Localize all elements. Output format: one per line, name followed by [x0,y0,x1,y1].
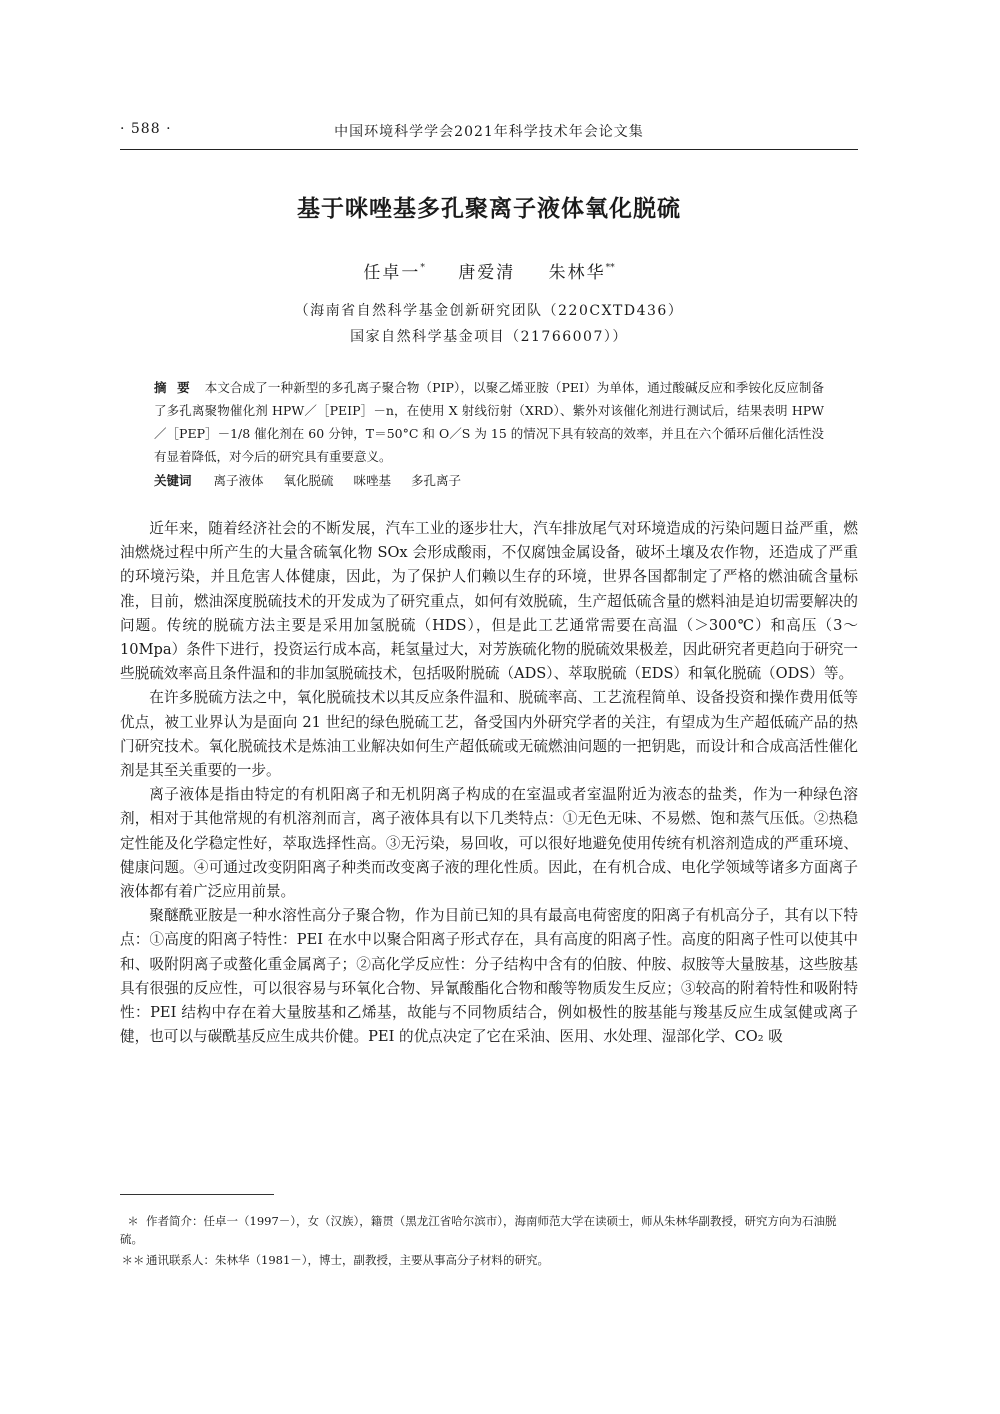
running-header [120,121,858,143]
keywords-label: 关键词 [154,473,192,488]
abstract-label: 摘 要 [154,380,193,395]
funding-line: （海南省自然科学基金创新研究团队（220CXTD436） [294,303,684,319]
keyword: 多孔离子 [411,473,462,488]
author-name: 朱林华 [548,263,606,283]
header-rule [120,149,858,150]
footnote [120,1212,858,1248]
body-paragraph: 近年来，随着经济社会的不断发展，汽车工业的逐步壮大，汽车排放尾气对环境造成的污染问题日益严重，燃油燃烧过程中所产生的大量含硫氧化物 SOx 会形成酸雨，不仅腐蚀金属设备，破坏土壤及农作物，还造成了严重的环境污染，并且危害人体健康，因此，为了保护人们赖以生存的环境，世界各国都制定了严格的燃油硫含量标准，目前，燃油深度脱硫技术的开发成为了研究重点，如何有效脱硫，生产超低硫含量的燃料油是迫切需要解决的问题。传统的脱硫方法主要是采用加氢脱硫（HDS），但是此工艺通常需要在高温（＞300℃）和高压（3～10Mpa）条件下进行，投资运行成本高，耗氢量过大，对芳族硫化物的脱硫效果极差，因此研究者更趋向于研究一些脱硫效率高且条件温和的非加氢脱硫技术，包括吸附脱硫（ADS）、萃取脱硫（EDS）和氧化脱硫（ODS）等。 [120,520,858,683]
keyword: 离子液体 [213,473,264,488]
body-paragraph: 聚醚酰亚胺是一种水溶性高分子聚合物，作为目前已知的具有最高电荷密度的阳离子有机高分子，其有以下特点：①高度的阳离子特性：PEI 在水中以聚合阳离子形式存在，具有高度的阳离子性。高度的阳离子性可以使其中和、吸附阴离子或螯化重金属离子；②高化学反应性：分子结构中含有的伯胺、仲胺、叔胺等大量胺基，这些胺基具有很强的反应性，可以很容易与环氧化合物、异氰酸酯化合物和酸等物质发生反应；③较高的附着特性和吸附特性：PEI 结构中存在着大量胺基和乙烯基，故能与不同物质结合，例如极性的胺基能与羧基反应生成氢健或离子健，也可以与碳酰基反应生成共价健。PEI 的优点决定了它在采油、医用、水处理、湿部化学、CO₂ 吸 [120,907,858,1046]
body-paragraph: 在许多脱硫方法之中，氧化脱硫技术以其反应条件温和、脱硫率高、工艺流程简单、设备投资和操作费用低等优点，被工业界认为是面向 21 世纪的绿色脱硫工艺，备受国内外研究学者的关注，有望成为生产超低硫产品的热门研究技术。氧化脱硫技术是炼油工业解决如何生产超低硫或无硫燃油问题的一把钥匙，而设计和合成高活性催化剂是其至关重要的一步。 [120,689,858,780]
keyword: 咪唑基 [353,473,392,488]
footnote-text: 通讯联系人：朱林华（1981－），博士，副教授，主要从事高分子材料的研究。 [146,1253,550,1267]
abstract [154,376,824,468]
author [363,263,425,283]
author [458,263,515,283]
author-name: 唐爱清 [458,263,516,283]
author-mark: ** [605,263,615,273]
footnote-mark: ＊ [127,1214,139,1228]
footnotes [120,1212,858,1272]
author-list [120,258,858,283]
paper-title: 基于咪唑基多孔聚离子液体氧化脱硫 [297,196,681,222]
body-paragraph: 离子液体是指由特定的有机阳离子和无机阴离子构成的在室温或者室温附近为液态的盐类，作为一种绿色溶剂，相对于其他常规的有机溶剂而言，离子液体具有以下几类特点：①无色无味、不易燃、饱和蒸气压低。②热稳定性能及化学稳定性好，萃取选择性高。③无污染，易回收，可以很好地避免使用传统有机溶剂造成的严重环境、健康问题。④可通过改变阴阳离子种类而改变离子液的理化性质。因此，在有机合成、电化学领域等诸多方面离子液体都有着广泛应用前景。 [120,786,858,901]
keyword: 氧化脱硫 [283,473,334,488]
journal-name: 中国环境科学学会2021年科学技术年会论文集 [334,124,644,140]
footnote [120,1251,858,1269]
author-name: 任卓一 [363,263,421,283]
funding-info [120,298,858,350]
page-number: · 588 · [120,121,172,137]
body-text [120,517,858,1049]
author [549,263,615,283]
footnote-rule [120,1194,274,1195]
abstract-text: 本文合成了一种新型的多孔离子聚合物（PIP），以聚乙烯亚胺（PEI）为单体，通过酸碱反应和季铵化反应制备了多孔离聚物催化剂 HPW／［PEIP］－n，在使用 X 射线衍射（XRD）、紫外对该催化剂进行测试后，结果表明 HPW／［PEP］－1/8 催化剂在 60 分钟，T＝50°C 和 O／S 为 15 的情况下具有较高的效率，并且在六个循环后催化活性没有显着降低，对今后的研究具有重要意义。 [154,380,825,464]
keywords [154,469,824,492]
funding-line: 国家自然科学基金项目（21766007）） [350,329,628,345]
footnote-text: 作者简介：任卓一（1997－），女（汉族），籍贯（黑龙江省哈尔滨市），海南师范大学在读硕士，师从朱林华副教授，研究方向为石油脱硫。 [120,1214,837,1246]
footnote-mark: ＊＊ [121,1253,145,1267]
author-mark: * [420,263,425,273]
